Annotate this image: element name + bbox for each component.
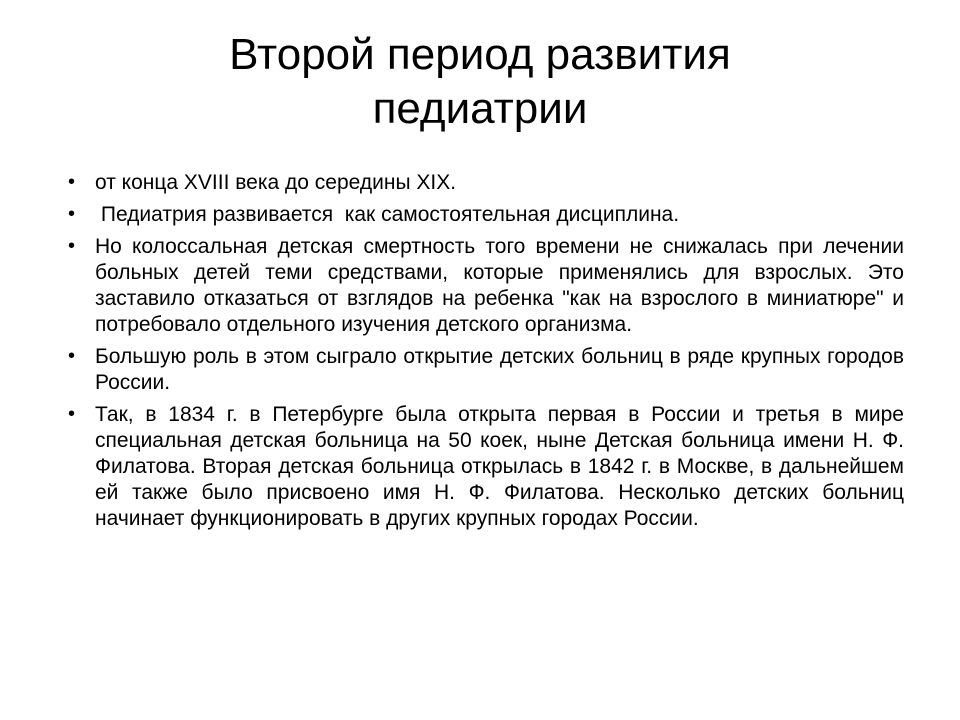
bullet-marker: • [68, 171, 76, 193]
bullet-text: от конца XVIII века до середины XIX. [95, 171, 457, 194]
bullet-item [68, 234, 904, 338]
bullet-item [68, 402, 904, 532]
bullet-item [68, 202, 904, 228]
bullet-item [68, 170, 904, 196]
bullet-marker: • [68, 203, 76, 225]
bullet-text: Педиатрия развивается как самостоятельная дисциплина. [95, 203, 680, 226]
slide-title-line-2: педиатрии [372, 84, 588, 133]
bullet-marker: • [68, 235, 76, 257]
bullet-marker: • [68, 403, 76, 425]
bullet-marker: • [68, 345, 76, 367]
bullet-list [68, 170, 904, 538]
bullet-text: Большую роль в этом сыграло открытие детских больниц в ряде крупных городов России. [95, 345, 904, 394]
slide-title [100, 28, 860, 136]
bullet-text: Так, в 1834 г. в Петербурге была открыта первая в России и третья в мире специальная детская больница на 50 коек, ныне Детская больница имени Н. Ф. Филатова. Вторая детская больница открылась в 1842 г. в Москве, в дальнейшем ей также было присвоено имя Н. Ф. Филатова. Несколько детских больниц начинает функционировать в других крупных городах России. [95, 403, 904, 530]
bullet-item [68, 344, 904, 396]
slide-title-line-1: Второй период развития [229, 30, 731, 79]
bullet-text: Но колоссальная детская смертность того времени не снижалась при лечении больных детей теми средствами, которые применялись для взрослых. Это заставило отказаться от взглядов на ребенка "как на взрослого в миниатюре" и потребовало отдельного изучения детского организма. [95, 235, 904, 336]
